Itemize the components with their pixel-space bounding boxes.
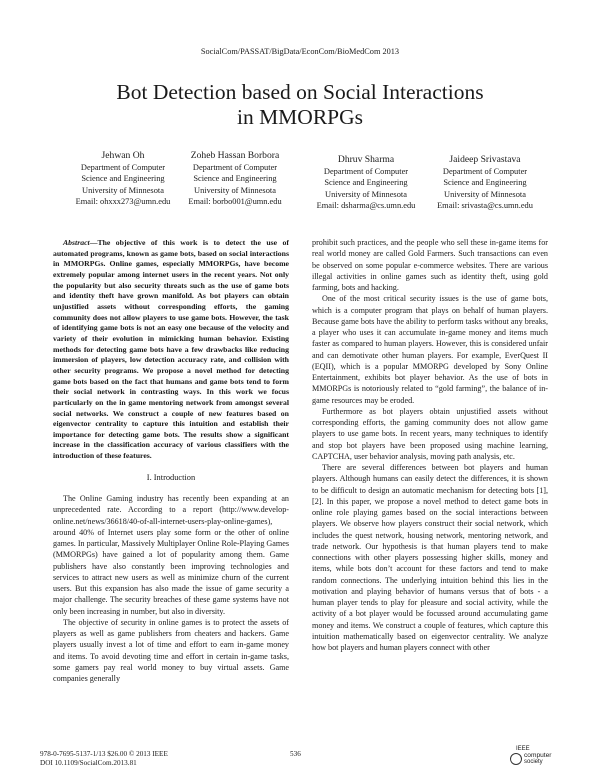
- author-dept: Science and Engineering: [193, 174, 277, 184]
- author-dept: Science and Engineering: [81, 174, 165, 184]
- title-line-2: in MMORPGs: [236, 105, 364, 129]
- author-university: University of Minnesota: [194, 185, 276, 195]
- author-email: Email: borbo001@umn.edu: [188, 197, 282, 207]
- author-name: Dhruv Sharma: [337, 154, 395, 165]
- doi-line: DOI 10.1109/SocialCom.2013.81: [40, 759, 137, 767]
- author-dept: Department of Computer: [442, 167, 528, 176]
- abstract-lead: Abstract: [63, 238, 90, 247]
- author-email: Email: dsharma@cs.umn.edu: [316, 201, 416, 211]
- paper-title: [0, 80, 600, 130]
- author-dept: Department of Computer: [192, 163, 278, 172]
- abstract: [53, 238, 289, 462]
- computer-society-logo: [510, 746, 558, 768]
- author-email: Email: ohxxx273@umn.edu: [75, 197, 171, 207]
- author-university: University of Minnesota: [325, 189, 407, 199]
- author-email: Email: srivasta@cs.umn.edu: [437, 201, 533, 211]
- author-university: University of Minnesota: [444, 189, 526, 199]
- conference-header: SocialCom/PASSAT/BigData/EconCom/BioMedCom 2013: [200, 47, 400, 56]
- section-heading: I. Introduction: [146, 472, 196, 482]
- author-university: University of Minnesota: [82, 185, 164, 195]
- logo-text: computer: [524, 752, 552, 759]
- logo-text: IEEE: [516, 746, 530, 752]
- author-block: [420, 154, 550, 212]
- left-column: [53, 238, 289, 684]
- isbn-line: 978-0-7695-5137-1/13 $26.00 © 2013 IEEE: [40, 750, 168, 758]
- author-block: [301, 154, 431, 212]
- author-block: [170, 150, 300, 208]
- right-column: [312, 237, 548, 653]
- paragraph: The objective of security in online games is to protect the assets of players as well as game publishers from cheaters and hackers. Game players usually invest a lot of time and effort to earn in-game money and items. To avoid devoting time and effort in certain in-game tasks, some gamers pay real world money to buy virtual assets. Game companies generally: [53, 617, 289, 684]
- author-dept: Science and Engineering: [324, 178, 408, 188]
- logo-mark-icon: [510, 753, 522, 765]
- author-block: [58, 150, 188, 208]
- title-line-1: Bot Detection based on Social Interactions: [116, 80, 484, 104]
- copyright-footer: [40, 750, 168, 768]
- author-dept: Department of Computer: [323, 167, 409, 176]
- logo-text: society: [524, 759, 543, 765]
- paragraph: Furthermore as bot players obtain unjustified assets without corresponding efforts, the gaming community does not allow game players to use game bots. In recent years, many techniques to identify and stop bot players have been proposed using machine learning, CAPTCHA, user behavior analysis, moving path analysis, etc.: [312, 406, 548, 461]
- page-number: 536: [290, 750, 301, 758]
- author-name: Zoheb Hassan Borbora: [190, 150, 280, 161]
- author-dept: Department of Computer: [80, 163, 166, 172]
- author-dept: Science and Engineering: [443, 178, 527, 188]
- paragraph: One of the most critical security issues is the use of game bots, which is a computer program that plays on behalf of human players. Because game bots have the ability to perform tasks without any breaks, a player who uses it can accumulate in-game money and items much faster as compared to human players. However, this is considered unfair and can demotivate other human players. For example, EverQuest II (EQII), which is a popular MMORPG developed by Sony Online Entertainment, exhibits bot player behavior. As the use of bots in MMORPGs is notoriously related to “gold farming”, the balance of in-game resources may be eroded.: [312, 294, 548, 405]
- paragraph: There are several differences between bot players and human players. Although humans can easily detect the differences, it is shown to be difficult to design an automatic mechanism for detecting bots [1], [2]. In this paper, we propose a novel method to detect game bots in online role playing games based on the social interactions between players. We observe how players construct their social network, which includes the quest network, housing network, mentoring network, and trade network. Our hypothesis is that human players tend to make connections with other players possessing higher skills, money and items, while bots don’t account for these factors and tend to make random connections. The underlying intuition behind this lies in the motivation and playing behavior of humans versus that of bots - a human player tends to play for pleasure and social activity, while the activity of a bot player would be focussed around accumulating game money and items. We construct a couple of features, which capture this intuition mathematically based on eigenvector centrality. We analyze how bot players and human players connect with other: [312, 463, 548, 652]
- paragraph: The Online Gaming industry has recently been expanding at an unprecedented rate. According to a report (http://www.develop-online.net/news/36618/40-of-all-internet-users-play-online-games), around 40% of Internet users play some form or the other of online games. In particular, Massively Multiplayer Online Role-Playing Games (MMORPGs) have gained a lot of popularity among them. Game publishers have also constantly been improving technologies and services to attract new users as well as minimize churn of the current users. But this expansion has also made the issue of game security a major challenge. The security breaches of these game systems have not only been increasing in number, but also in diversity.: [53, 494, 289, 616]
- author-name: Jaideep Srivastava: [449, 154, 521, 165]
- author-name: Jehwan Oh: [101, 150, 145, 161]
- abstract-text: —The objective of this work is to detect the use of automated programs, known as game bots, based on social interactions in MMORPGs. Online games, especially MMORPGs, have become extremely popular among internet users in the recent years. Not only the popularity but also security threats such as the use of game bots and identity theft have grown manifold. As bot players can obtain unjustified assets without corresponding efforts, the gaming community does not allow players to use game bots. However, the task of identifying game bots is not an easy one because of the velocity and variety of their evolution in mimicking human behavior. Existing methods for detecting game bots have a few drawbacks like reducing immersion of players, low detection accuracy rate, and collision with other security programs. We propose a novel method for detecting game bots based on the fact that humans and game bots tend to form their social network in contrasting ways. In this work we focus particularly on the in game mentoring network from amongst several social networks. We construct a couple of new features based on eigenvector centrality to capture this intuition and establish their importance for detecting game bots. The results show a significant increase in the classification accuracy of various classifiers with the introduction of these features.: [53, 238, 289, 461]
- paragraph: prohibit such practices, and the people who sell these in-game items for real world money are called Gold Farmers. Such transactions can even be observed on some popular e-commerce websites. There are various illegal activities in online games such as identity theft, using gold farming, bots and hacking.: [312, 238, 548, 292]
